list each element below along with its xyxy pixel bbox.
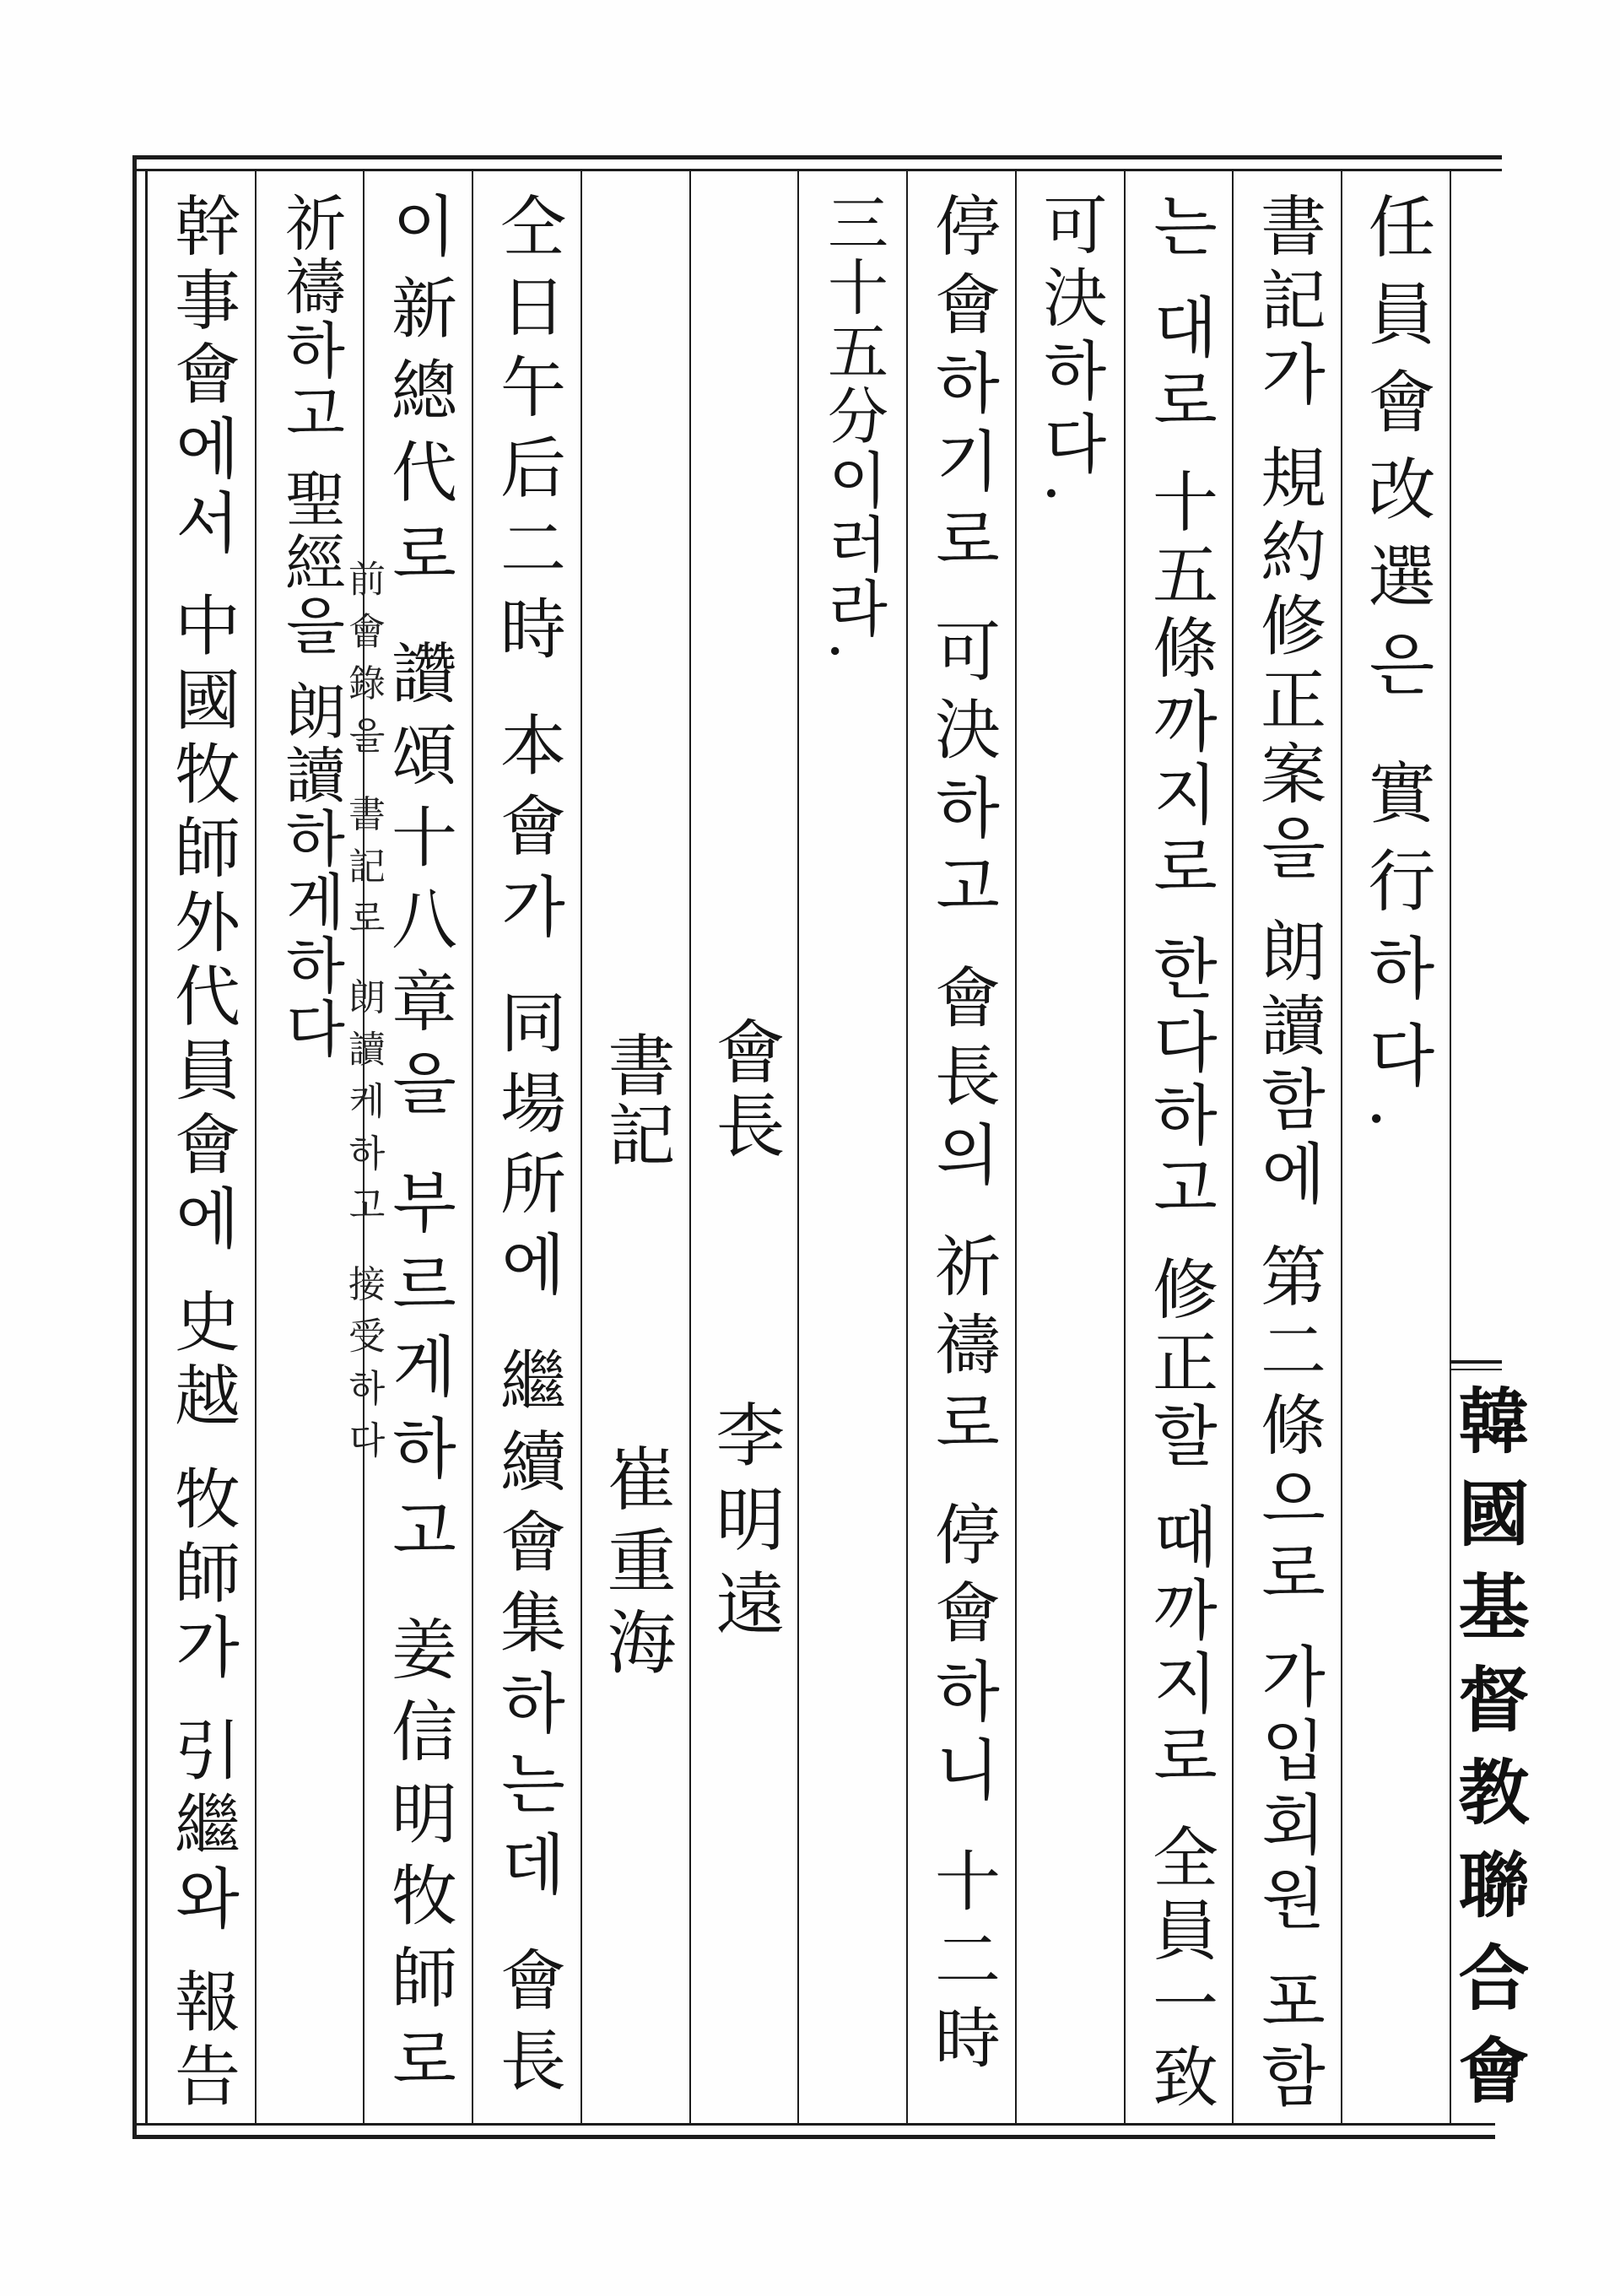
- minutes-line-1: [1342, 192, 1450, 1149]
- organization-name: [1447, 1384, 1531, 2126]
- minutes-line-4: [1017, 192, 1124, 512]
- minutes-line-6: [799, 192, 906, 664]
- minutes-line-10: [148, 192, 255, 2115]
- minutes-line-1-text: 任員會改選은 實行하다.: [1357, 192, 1435, 1149]
- interlinear-note: [342, 559, 384, 1472]
- minutes-line-5: [908, 192, 1015, 2082]
- margin-divider-thin: [1451, 1369, 1502, 1370]
- frame-top-inner: [132, 169, 1502, 171]
- frame-bottom-inner: [132, 2123, 1495, 2126]
- minutes-line-3: [1126, 192, 1233, 2115]
- minutes-line-5-text: 停會하기로 可決하고 會長의 祈禱로 停會하니 十二時: [924, 192, 1000, 2082]
- signature-secretary-name-text: 崔重海: [596, 1443, 676, 1688]
- signature-secretary-role-text: 書記: [597, 1030, 675, 1170]
- minutes-line-2-text: 書記가 規約修正案을 朗讀함에 第二條으로 가입회원 포함: [1250, 192, 1326, 2115]
- minutes-line-8-text: 이新總代로 讚頌十八章을 부르게하고 姜信明牧師로: [381, 192, 456, 2107]
- interlinear-note-text: 前會錄을 書記로 朗讀케하고 接受하다: [342, 559, 385, 1472]
- minutes-line-7: [473, 192, 580, 2107]
- frame-top-outer: [132, 155, 1502, 159]
- organization-name-text: 韓國基督教聯合會: [1447, 1384, 1531, 2126]
- frame-bottom-outer: [132, 2135, 1495, 2139]
- minutes-line-9-text: 祈禱하고 聖經을 朗讀하게하다: [275, 192, 346, 1061]
- signature-chairman-role: [691, 1016, 798, 1164]
- minutes-line-4-text: 可決하다.: [1033, 192, 1108, 512]
- frame-left-outer: [132, 155, 137, 2139]
- minutes-line-7-text: 仝日午后二時 本會가 同場所에 繼續會集하는데 會長: [489, 192, 565, 2107]
- signature-secretary-name: [582, 1443, 689, 1688]
- signature-secretary-role: [582, 1030, 689, 1170]
- minutes-line-3-text: 는 대로 十五條까지로 한다하고 修正할 때까지로 全員一致: [1142, 192, 1218, 2115]
- signature-chairman-name-text: 李明遠: [705, 1399, 785, 1652]
- margin-label-clip: [1447, 1384, 1531, 2126]
- margin-divider-thick: [1451, 1360, 1502, 1364]
- signature-chairman-name: [691, 1399, 798, 1652]
- minutes-line-10-text: 幹事會에서 中國牧師外代員會에 史越 牧師가 引繼와 報告: [164, 192, 240, 2115]
- minutes-line-2: [1234, 192, 1341, 2115]
- minutes-line-6-text: 三十五分이러라.: [818, 192, 888, 664]
- signature-chairman-role-text: 會長: [705, 1016, 785, 1164]
